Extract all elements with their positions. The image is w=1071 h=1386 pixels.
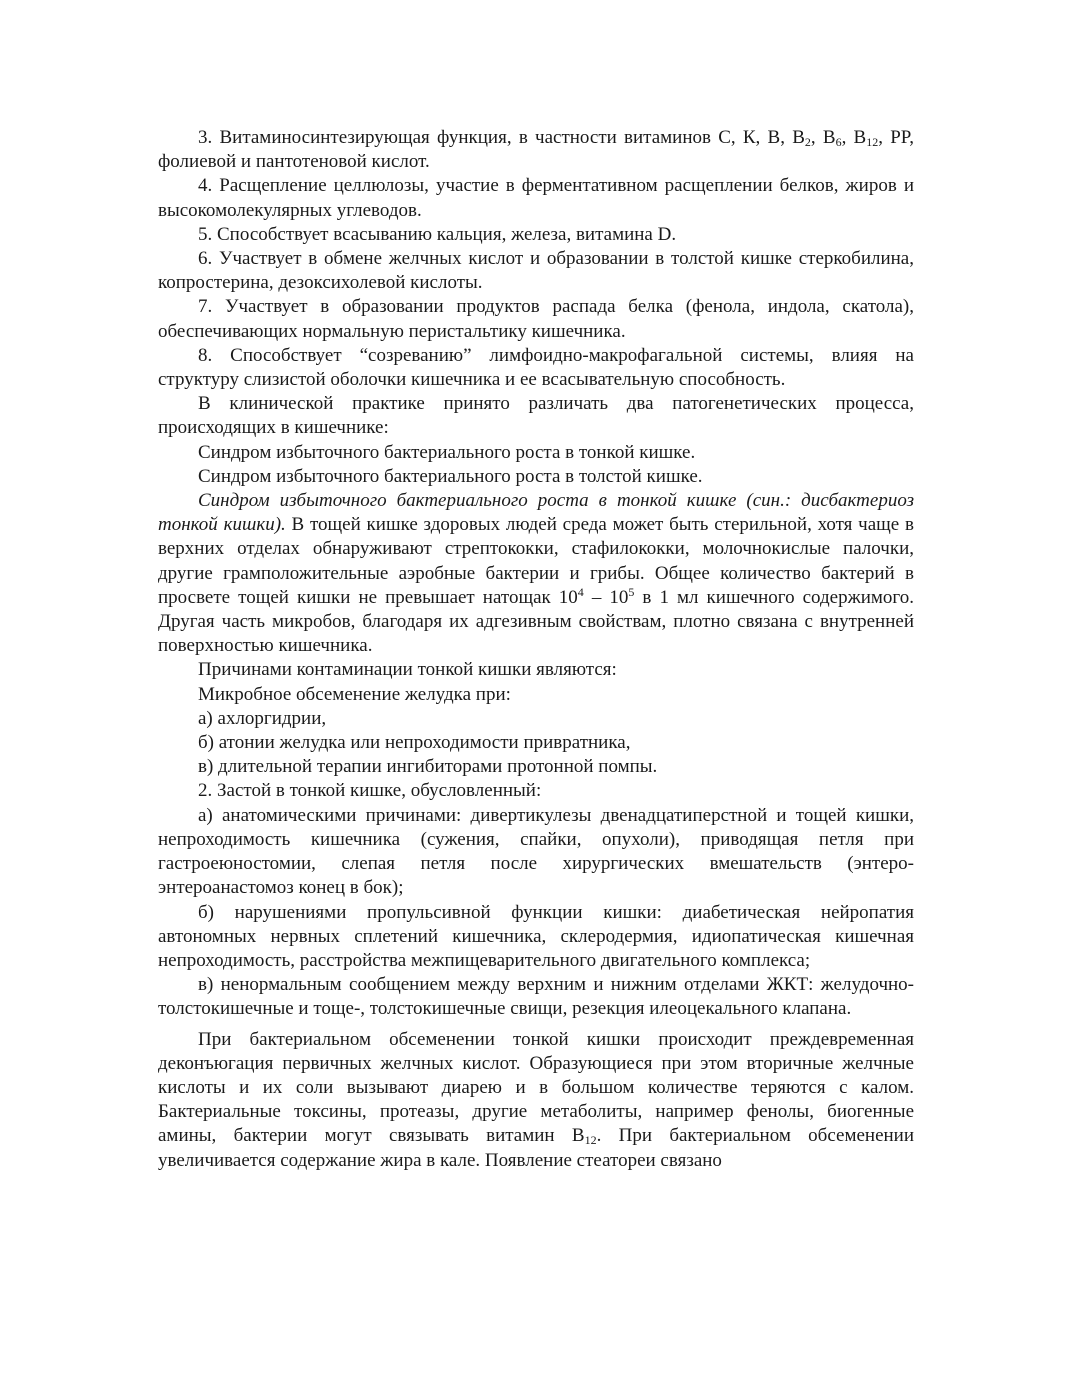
list-item-propulsive: б) нарушениями пропульсивной функции кишки: диабетическая нейропатия автономных нервных сплетений кишечника, склеродермия, идиопатическая кишечная непроходимость, расстройства межпищеварительного двигательного комплекса; bbox=[158, 901, 914, 971]
paragraph-cellulose: 4. Расщепление целлюлозы, участие в ферментативном расщеплении белков, жиров и высокомолекулярных углеводов. bbox=[158, 175, 914, 221]
list-item-anatomical: а) анатомическими причинами: дивертикулезы двенадцатиперстной и тощей кишки, непроходимость кишечника (сужения, спайки, опухоли), приводящая петля при гастроеюностомии, слепая петля после хирургических вмешательств (энтеро-энтероанастомоз конец в бок); bbox=[158, 804, 914, 899]
list-item-ppi-therapy: в) длительной терапии ингибиторами протонной помпы. bbox=[198, 756, 658, 778]
paragraph-calcium: 5. Способствует всасыванию кальция, железа, витамина D. bbox=[198, 223, 677, 245]
paragraph-bacterial-contamination: При бактериальном обсеменении тонкой кишки происходит преждевременная деконъюгация первичных желчных кислот. Образующиеся при этом вторичные желчные кислоты и их соли вызывают диарею и в большом количестве теряются с калом. Бактериальные токсины, протеазы, другие метаболиты, например фенолы, биогенные амины, бактерии могут связывать витамин $В_{12}$. При бактериальном обсеменении увеличивается содержание жира в кале. Появление стеатореи связано bbox=[158, 1028, 915, 1171]
list-item-atony: б) атонии желудка или непроходимости привратника, bbox=[198, 732, 631, 754]
list-item-abnormal-communication: в) ненормальным сообщением между верхним и нижним отделами ЖКТ: желудочно-толстокишечные и тоще-, толстокишечные свищи, резекция илеоцекального клапана. bbox=[158, 974, 914, 1020]
paragraph-gastric-contamination: Микробное обсеменение желудка при: bbox=[198, 683, 511, 705]
paragraph-bile-acids: 6. Участвует в обмене желчных кислот и образовании в толстой кишке стеркобилина, копростерина, дезоксихолевой кислоты. bbox=[158, 248, 914, 294]
paragraph-syndrome-large: Синдром избыточного бактериального роста в толстой кишке. bbox=[198, 465, 703, 487]
paragraph-protein-decay: 7. Участвует в образовании продуктов распада белка (фенола, индола, скатола), обеспечивающих нормальную перистальтику кишечника. bbox=[158, 296, 914, 342]
paragraph-lymphoid: 8. Способствует “созреванию” лимфоидно-макрофагальной системы, влияя на структуру слизистой оболочки кишечника и ее всасывательную способность. bbox=[158, 344, 914, 391]
document-page bbox=[158, 126, 914, 1173]
paragraph-syndrome-small: Синдром избыточного бактериального роста в тонкой кишке. bbox=[198, 441, 696, 463]
paragraph-clinical-practice: В клинической практике принято различать два патогенетических процесса, происходящих в кишечнике: bbox=[158, 393, 914, 439]
paragraph-contamination-causes: Причинами контаминации тонкой кишки являются: bbox=[198, 659, 617, 681]
paragraph-vitamin-synthesis: 3. Витаминосинтезирующая функция, в частности витаминов С, К, В, $В_2$, $В_6$, $В_{12}$, PP, фолиевой и пантотеновой кислот. bbox=[158, 127, 915, 173]
list-item-achlorhydria: а) ахлоргидрии, bbox=[198, 707, 327, 729]
paragraph-small-intestine-dysbiosis: Синдром избыточного бактериального роста в тонкой кишке (син.: дисбактериоз тонкой кишки). В тощей кишке здоровых людей среда может быть стерильной, хотя чаще в верхних отделах обнаруживают стрептококки, стафилококки, молочнокислые палочки, другие грамположительные аэробные бактерии и грибы. Общее количество бактерий в просвете тощей кишки не превышает натощак $10^4 - 10^5$ в 1 мл кишечного содержимого. Другая часть микробов, благодаря их адгезивным свойствам, плотно связана с внутренней поверхностью кишечника. bbox=[158, 490, 915, 657]
italic-heading: Синдром избыточного бактериального роста в тонкой кишке (син.: дисбактериоз тонкой кишки). bbox=[158, 490, 914, 536]
paragraph-stasis: 2. Застой в тонкой кишке, обусловленный: bbox=[198, 780, 542, 802]
